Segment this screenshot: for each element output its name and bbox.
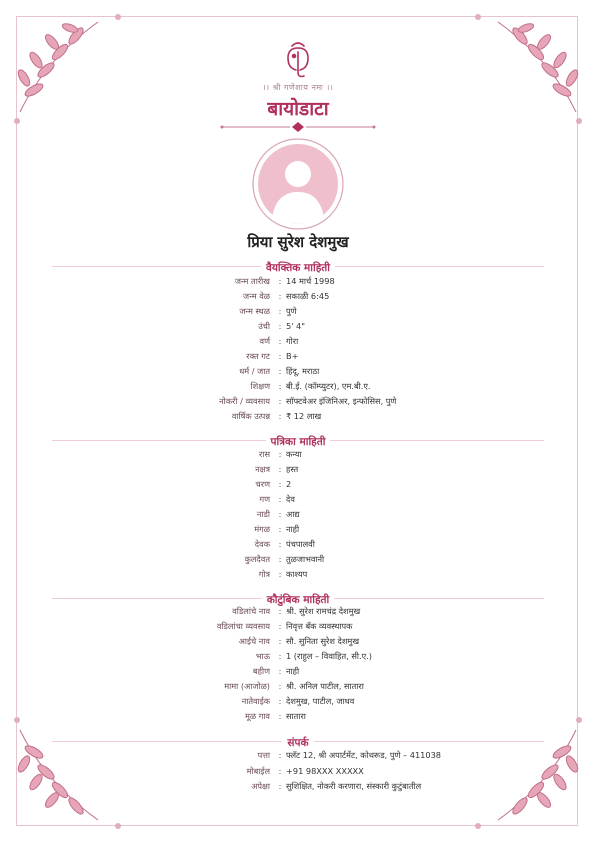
detail-label: जन्म वेळ [243, 291, 270, 301]
corner-dot [115, 823, 121, 829]
detail-label: मामा (आजोळ) [224, 681, 270, 691]
detail-separator: : [278, 750, 282, 760]
detail-separator: : [278, 651, 282, 661]
section-title: वैयक्तिक माहिती [261, 261, 335, 275]
detail-label: वडिलांचा व्यवसाय [216, 621, 270, 631]
detail-separator: : [278, 396, 282, 406]
detail-row [0, 334, 596, 348]
corner-dot [115, 14, 121, 20]
detail-separator: : [278, 366, 282, 376]
detail-row [0, 319, 596, 333]
avatar-placeholder-icon [253, 139, 343, 229]
detail-label: चरण [255, 479, 270, 489]
section-title: संपर्क [282, 736, 313, 750]
detail-separator: : [278, 449, 282, 459]
detail-value: सौ. सुनिता सुरेश देशमुख [286, 636, 360, 646]
section-title: कौटुंबिक माहिती [262, 593, 335, 607]
detail-label: वार्षिक उत्पन्न [231, 411, 270, 421]
detail-label: नाडी [256, 509, 270, 519]
detail-separator: : [278, 381, 282, 391]
detail-value: ₹ 12 लाख [286, 411, 322, 421]
detail-row [0, 764, 596, 778]
section-heading-personal [0, 256, 596, 275]
detail-label: कुलदैवत [244, 554, 270, 564]
detail-value: बी.ई. (कॉम्प्युटर), एम.बी.ए. [286, 381, 371, 391]
detail-separator: : [278, 479, 282, 489]
detail-value: श्री. सुरेश रामचंद्र देशमुख [286, 606, 361, 616]
detail-label: मूळ गाव [244, 711, 270, 721]
detail-value: कन्या [286, 449, 302, 459]
detail-value: काश्यप [286, 569, 308, 579]
detail-row [0, 619, 596, 633]
detail-label: वडिलांचे नाव [232, 606, 270, 616]
detail-label: देवक [254, 539, 270, 549]
detail-separator: : [278, 291, 282, 301]
detail-separator: : [278, 666, 282, 676]
detail-separator: : [278, 681, 282, 691]
detail-row [0, 394, 596, 408]
detail-row [0, 447, 596, 461]
detail-value: नाही [286, 524, 300, 534]
detail-label: जन्म तारीख [234, 276, 270, 286]
ganesha-icon [288, 43, 308, 77]
detail-label: उंची [258, 321, 270, 331]
detail-value: सॉफ्टवेअर इंजिनिअर, इन्फोसिस, पुणे [286, 396, 397, 406]
detail-label: गण [259, 494, 270, 504]
section-title: पत्रिका माहिती [266, 435, 331, 449]
detail-row [0, 748, 596, 762]
detail-separator: : [278, 765, 282, 776]
detail-label: धर्म / जात [239, 366, 270, 376]
detail-row [0, 567, 596, 581]
detail-label: नक्षत्र [255, 464, 270, 474]
detail-label: नोकरी / व्यवसाय [219, 396, 270, 406]
title-divider [221, 122, 376, 132]
detail-row [0, 462, 596, 476]
detail-value: तुळजाभवानी [286, 554, 325, 564]
detail-value: हस्त [286, 464, 299, 474]
detail-label: भाऊ [255, 651, 270, 661]
detail-value: देशमुख, पाटील, जाधव [286, 696, 355, 706]
detail-label: मंगळ [254, 524, 270, 534]
detail-separator: : [278, 636, 282, 646]
detail-value: श्री. अनिल पाटील, सातारा [286, 681, 364, 691]
detail-value: सुशिक्षित, नोकरी करणारा, संस्कारी कुटुंबातील [286, 781, 422, 791]
detail-value: B+ [286, 351, 299, 361]
detail-separator: : [278, 781, 282, 791]
detail-row [0, 379, 596, 393]
detail-label: अपेक्षा [251, 781, 270, 791]
detail-separator: : [278, 711, 282, 721]
detail-separator: : [278, 336, 282, 346]
detail-separator: : [278, 464, 282, 474]
detail-value: +91 98XXX XXXXX [286, 765, 364, 776]
detail-separator: : [278, 524, 282, 534]
detail-separator: : [278, 621, 282, 631]
corner-dot [475, 823, 481, 829]
detail-label: शिक्षण [250, 381, 270, 391]
detail-value: पंचपालवी [286, 539, 315, 549]
detail-separator: : [278, 494, 282, 504]
page-title: बायोडाटा [267, 98, 329, 120]
detail-value: सातारा [286, 711, 306, 721]
detail-row [0, 552, 596, 566]
detail-row [0, 694, 596, 708]
detail-row [0, 634, 596, 648]
detail-separator: : [278, 509, 282, 519]
detail-row [0, 364, 596, 378]
detail-separator: : [278, 321, 282, 331]
detail-label: रास [258, 449, 270, 459]
detail-separator: : [278, 276, 282, 286]
detail-value: पुणे [286, 306, 297, 316]
detail-value: 14 मार्च 1998 [286, 276, 335, 286]
detail-value: 5' 4" [286, 321, 306, 331]
detail-row [0, 304, 596, 318]
detail-row [0, 779, 596, 793]
detail-row [0, 507, 596, 521]
detail-value: 2 [286, 479, 292, 489]
detail-value: 1 (राहुल – विवाहित, सी.ए.) [286, 651, 372, 661]
detail-row [0, 679, 596, 693]
detail-separator: : [278, 696, 282, 706]
detail-row [0, 537, 596, 551]
detail-separator: : [278, 351, 282, 361]
shloka-text: ।। श्री गणेशाय नमः ।। [262, 83, 334, 92]
detail-row [0, 409, 596, 423]
detail-label: पत्ता [257, 750, 270, 760]
detail-label: मोबाईल [246, 765, 270, 776]
detail-value: आद्य [286, 509, 300, 519]
detail-value: हिंदू, मराठा [286, 366, 320, 376]
detail-value: फ्लॅट 12, श्री अपार्टमेंट, कोथरूड, पुणे – 411038 [286, 750, 442, 760]
detail-value: नाही [286, 666, 300, 676]
detail-value: सकाळी 6:45 [286, 291, 330, 301]
detail-row [0, 477, 596, 491]
detail-row [0, 274, 596, 288]
detail-row [0, 649, 596, 663]
candidate-name: प्रिया सुरेश देशमुख [247, 233, 349, 251]
detail-row [0, 289, 596, 303]
detail-label: जन्म स्थळ [239, 306, 270, 316]
detail-value: देव [286, 494, 295, 504]
detail-row [0, 664, 596, 678]
detail-label: वर्ण [259, 336, 270, 346]
detail-row [0, 522, 596, 536]
detail-label: गोत्र [258, 569, 270, 579]
detail-label: बहीण [252, 666, 270, 676]
detail-separator: : [278, 306, 282, 316]
detail-label: रक्त गट [246, 351, 270, 361]
detail-value: निवृत्त बँक व्यवस्थापक [286, 621, 353, 631]
detail-separator: : [278, 554, 282, 564]
detail-value: गोरा [286, 336, 299, 346]
detail-separator: : [278, 606, 282, 616]
detail-label: नातेवाईक [241, 696, 270, 706]
detail-row [0, 349, 596, 363]
detail-row [0, 709, 596, 723]
detail-separator: : [278, 411, 282, 421]
detail-row [0, 492, 596, 506]
corner-dot [475, 14, 481, 20]
detail-label: आईचे नाव [238, 636, 270, 646]
detail-separator: : [278, 569, 282, 579]
detail-row [0, 604, 596, 618]
detail-separator: : [278, 539, 282, 549]
